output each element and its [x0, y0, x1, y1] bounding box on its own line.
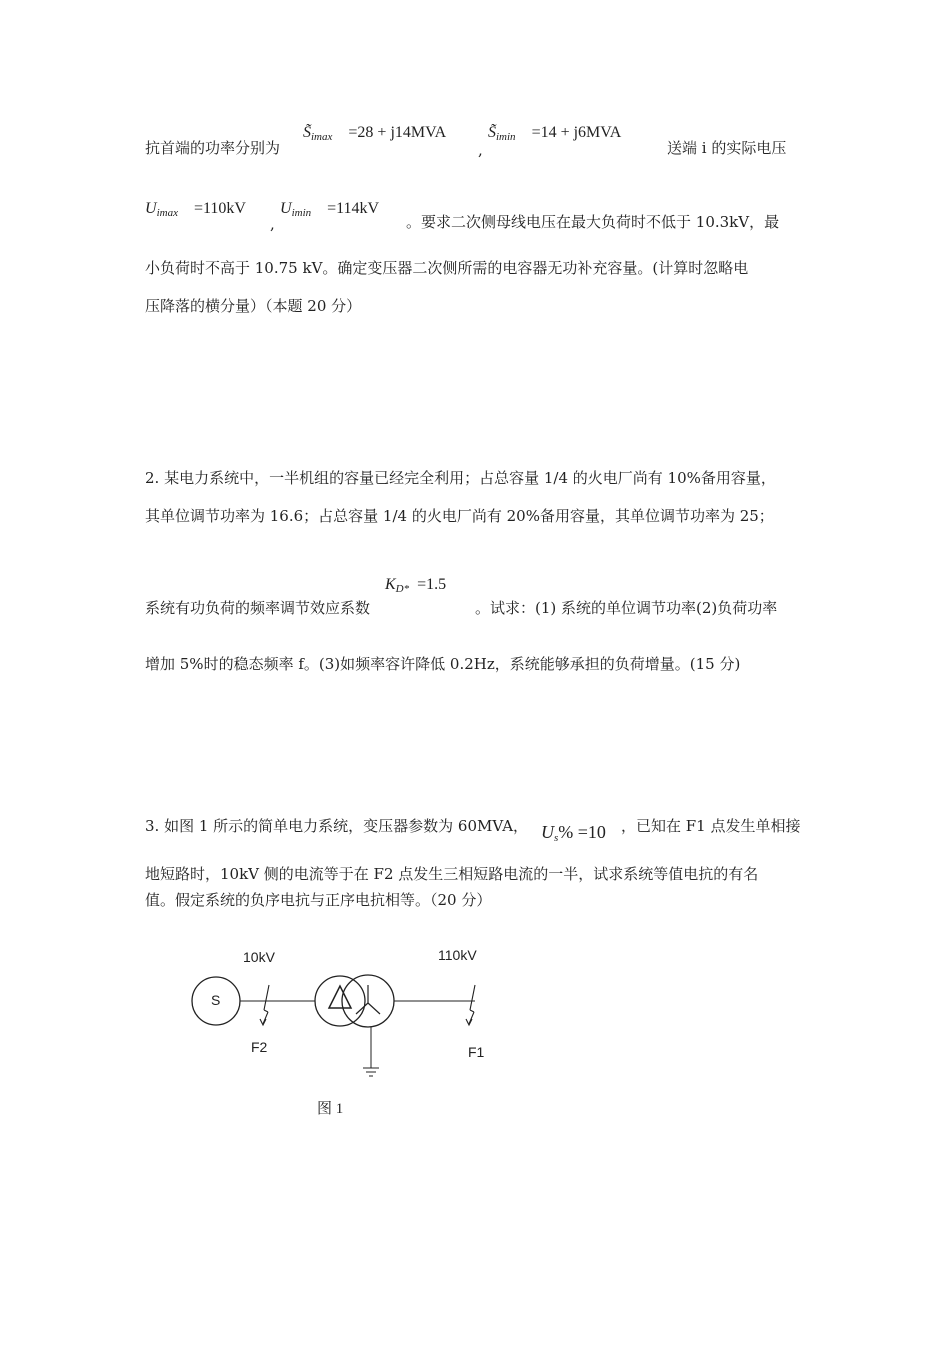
label-f1: F1	[468, 1044, 485, 1060]
q1-comma2: ,	[270, 215, 275, 233]
fault-f1-icon	[466, 985, 475, 1025]
s-min-formula: $S̃_{imin}$ =14 + j6MVA	[488, 124, 622, 143]
transformer-delta-winding	[315, 976, 365, 1026]
q1-line4: 压降落的横分量）（本题 20 分）	[145, 297, 362, 315]
u-max-formula: $U_{imax}$ =110kV	[145, 200, 246, 219]
q1-line3: 小负荷时不高于 10.75 kV。确定变压器二次侧所需的电容器无功补充容量。(计算时忽略电	[145, 259, 749, 277]
fault-f2-icon	[260, 985, 269, 1025]
q1-line2-suffix: 。要求二次侧母线电压在最大负荷时不低于 10.3kV，最	[406, 213, 780, 231]
k-d-formula: $K_{D*} =1.5$	[385, 576, 447, 595]
q2-line4: 增加 5%时的稳态频率 f。(3)如频率容许降低 0.2Hz，系统能够承担的负荷增量。(15 分)	[145, 655, 741, 673]
q1-line1-suffix: 送端 i 的实际电压	[667, 139, 787, 157]
u-min-formula: $U_{imin}$ =114kV	[280, 200, 380, 219]
source-label: S	[211, 992, 221, 1008]
s-max-formula: $S̃_{imax}$ =28 + j14MVA	[303, 124, 447, 143]
q2-line1: 2. 某电力系统中，一半机组的容量已经完全利用；占总容量 1/4 的火电厂尚有 10%备用容量，	[145, 469, 776, 487]
q1-line1-prefix: 抗首端的功率分别为	[145, 139, 281, 157]
q3-line2: 地短路时，10kV 侧的电流等于在 F2 点发生三相短路电流的一半，试求系统等值电抗的有名	[145, 865, 759, 883]
q3-line3: 值。假定系统的负序电抗与正序电抗相等。（20 分）	[145, 891, 492, 909]
us-formula: $U_s\% =10$	[541, 822, 606, 844]
label-10kv: 10kV	[243, 949, 275, 965]
q2-line3-prefix: 系统有功负荷的频率调节效应系数	[145, 599, 371, 617]
q3-line1-suffix: ，已知在 F1 点发生单相接	[621, 817, 801, 835]
label-f2: F2	[251, 1039, 268, 1055]
wye-icon	[356, 985, 380, 1014]
figure-caption: 图 1	[317, 1101, 344, 1117]
q2-line2: 其单位调节功率为 16.6；占总容量 1/4 的火电厂尚有 20%备用容量，其单位调节功率为 25；	[145, 507, 774, 525]
delta-icon	[329, 986, 351, 1008]
q2-line3-suffix: 。试求：(1) 系统的单位调节功率(2)负荷功率	[475, 599, 778, 617]
q1-comma1: ,	[478, 141, 483, 159]
q3-line1-prefix: 3. 如图 1 所示的简单电力系统，变压器参数为 60MVA，	[145, 817, 529, 835]
label-110kv: 110kV	[438, 947, 477, 963]
ground-icon	[363, 1027, 379, 1076]
